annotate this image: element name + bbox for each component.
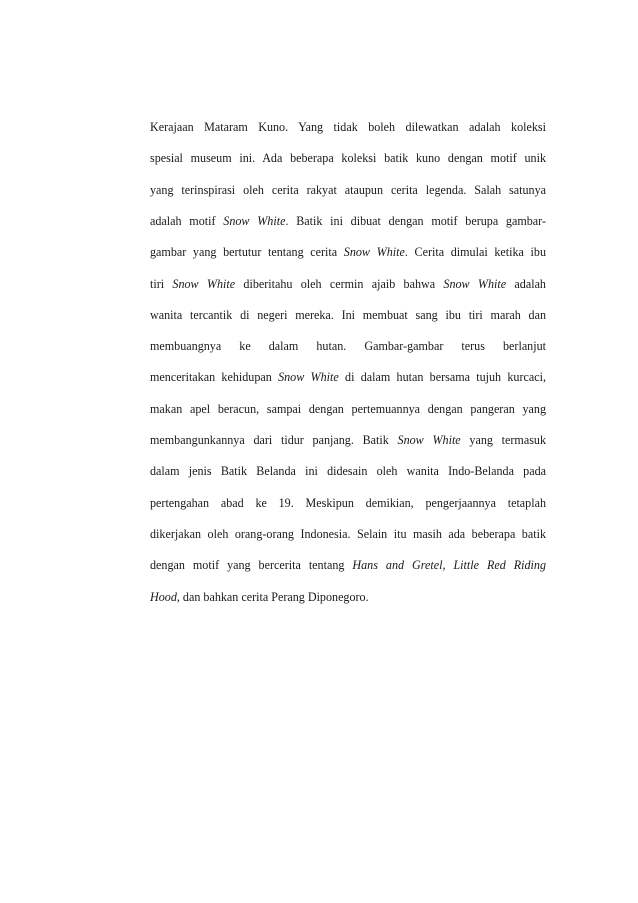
text-line bbox=[150, 337, 546, 355]
text-run: tiri bbox=[150, 276, 173, 291]
text-run: yang termasuk bbox=[460, 433, 546, 447]
text-run: adalah bbox=[506, 276, 546, 291]
italic-text: Snow White bbox=[172, 276, 236, 291]
text-line bbox=[150, 462, 546, 480]
text-run: Kerajaan Mataram Kuno. Yang tidak boleh dilewatkan adalah koleksi bbox=[150, 120, 546, 134]
text-run: dengan motif yang bercerita tentang bbox=[150, 558, 353, 573]
text-line bbox=[150, 400, 546, 418]
italic-text: Hans and Gretel, Little Red Riding bbox=[352, 558, 546, 573]
text-line bbox=[150, 525, 546, 543]
text-run: gambar yang bertutur tentang cerita bbox=[150, 245, 344, 260]
text-run: membangunkannya dari tidur panjang. Batik bbox=[150, 433, 398, 447]
text-line bbox=[150, 368, 546, 386]
italic-text: Snow White bbox=[397, 433, 461, 447]
text-run: dalam jenis Batik Belanda ini didesain oleh wanita Indo-Belanda pada bbox=[150, 464, 546, 479]
text-run: , dan bahkan cerita Perang Diponegoro. bbox=[176, 589, 369, 604]
text-run: . Cerita dimulai ketika ibu bbox=[404, 245, 546, 260]
text-line bbox=[150, 588, 546, 606]
text-run: di dalam hutan bersama tujuh kurcaci, bbox=[338, 370, 546, 385]
text-line bbox=[150, 306, 546, 324]
italic-text: Snow White bbox=[343, 245, 405, 260]
text-run: . Batik ini dibuat dengan motif berupa gambar- bbox=[285, 213, 546, 228]
text-line bbox=[150, 118, 546, 136]
text-run: makan apel beracun, sampai dengan pertemuannya dengan pangeran yang bbox=[150, 401, 546, 416]
text-run: yang terinspirasi oleh cerita rakyat ataupun cerita legenda. Salah satunya bbox=[150, 182, 546, 197]
text-run: adalah motif bbox=[150, 213, 224, 228]
text-line bbox=[150, 431, 546, 449]
text-run: spesial museum ini. Ada beberapa koleksi batik kuno dengan motif unik bbox=[150, 151, 546, 166]
text-line bbox=[150, 149, 546, 167]
italic-text: Snow White bbox=[223, 213, 286, 228]
text-line bbox=[150, 556, 546, 574]
italic-text: Snow White bbox=[278, 370, 339, 385]
text-line bbox=[150, 494, 546, 512]
text-line bbox=[150, 275, 546, 293]
text-run: diberitahu oleh cermin ajaib bahwa bbox=[235, 276, 444, 291]
text-line bbox=[150, 181, 546, 199]
text-run: menceritakan kehidupan bbox=[150, 370, 279, 385]
text-line bbox=[150, 243, 546, 261]
text-run: membuangnya ke dalam hutan. Gambar-gambar terus berlanjut bbox=[150, 339, 546, 354]
text-run: pertengahan abad ke 19. Meskipun demikian, pengerjaannya tetaplah bbox=[150, 495, 546, 510]
text-run: dikerjakan oleh orang-orang Indonesia. Selain itu masih ada beberapa batik bbox=[150, 526, 546, 541]
italic-text: Snow White bbox=[443, 276, 507, 291]
italic-text: Hood bbox=[150, 589, 177, 604]
text-run: wanita tercantik di negeri mereka. Ini membuat sang ibu tiri marah dan bbox=[150, 307, 546, 322]
text-line bbox=[150, 212, 546, 230]
